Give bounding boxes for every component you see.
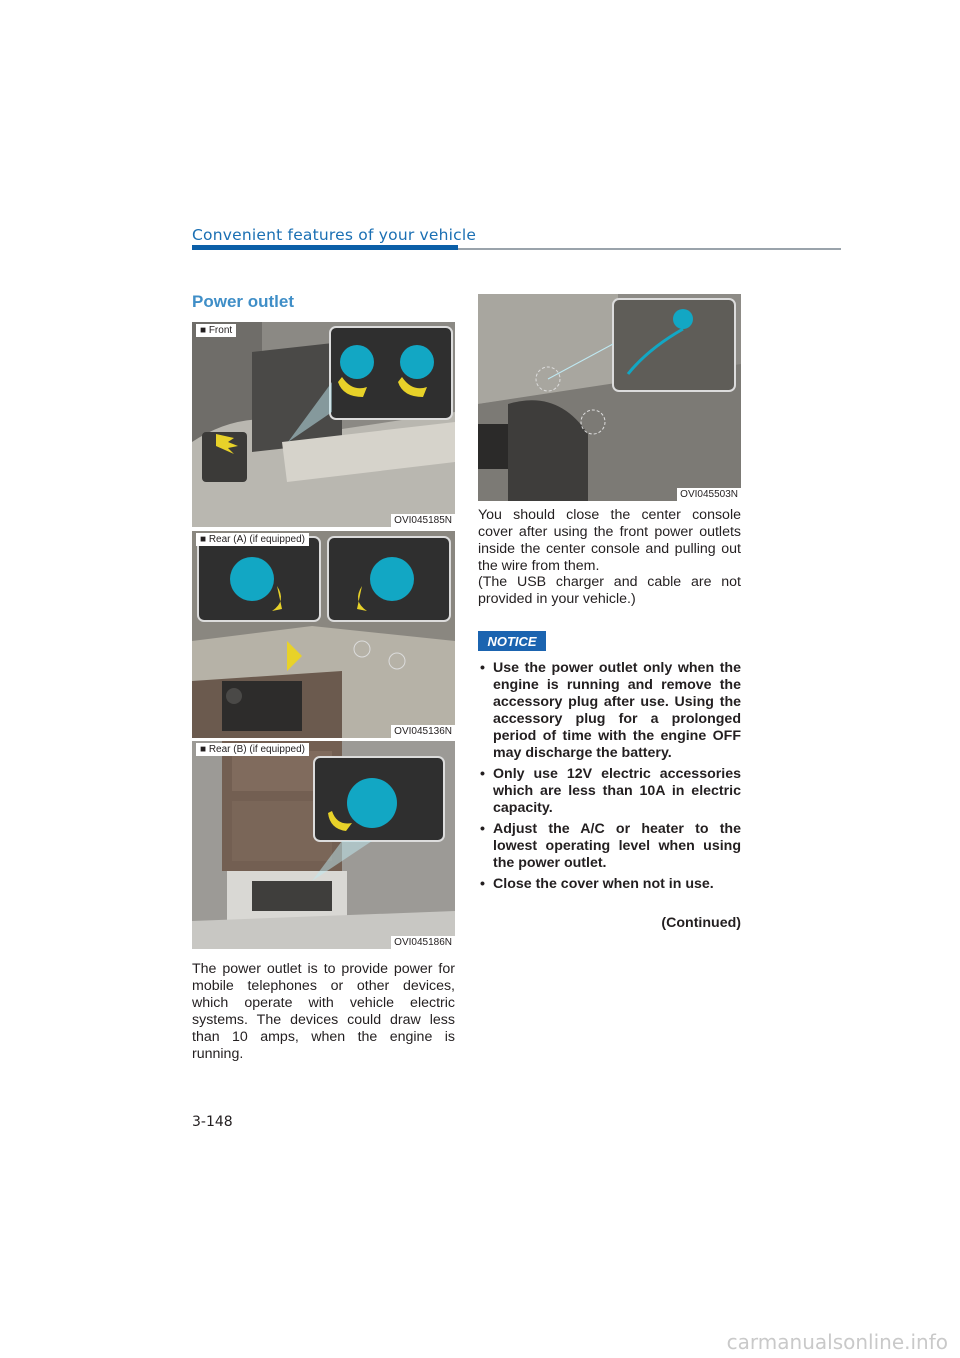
- notice-bullet: • Only use 12V electric accessories which are less than 10A in electric capacity.: [480, 766, 741, 816]
- outlet-cap-icon: [370, 557, 414, 601]
- right-body-text-2: (The USB charger and cable are not provided in your vehicle.): [478, 574, 741, 607]
- header-rule-blue: [192, 245, 458, 250]
- header-title: Convenient features of your vehicle: [192, 226, 477, 244]
- figure-code: OVI045186N: [391, 936, 455, 949]
- rear-a-console-illustration: [192, 531, 455, 738]
- left-body-text: The power outlet is to provide power for mobile telephones or other devices, which operate with vehicle electric systems. The devices could draw less than 10 amps, when the engine is running.: [192, 961, 455, 1062]
- figure-rear-b: [192, 741, 455, 949]
- right-body-text-1: You should close the center console cover after using the front power outlets inside the center console and pulling out the wire from them.: [478, 507, 741, 574]
- inset-callout: [613, 299, 735, 391]
- figure-caption: ■ Rear (A) (if equipped): [196, 533, 309, 546]
- section-title: Power outlet: [192, 292, 295, 311]
- center-console-illustration: [478, 294, 741, 501]
- outlet-cap-icon: [673, 309, 693, 329]
- outlet-cap-icon: [400, 345, 434, 379]
- figure-code: OVI045503N: [677, 488, 741, 501]
- page-number: 3-148: [192, 1114, 233, 1130]
- continued-label: (Continued): [661, 915, 741, 931]
- notice-bullet: • Adjust the A/C or heater to the lowest operating level when using the power outlet.: [480, 821, 741, 871]
- watermark: carmanualsonline.info: [726, 1330, 948, 1354]
- outlet-cap-icon: [347, 778, 397, 828]
- outlet-cap-icon: [230, 557, 274, 601]
- figure-code: OVI045136N: [391, 725, 455, 738]
- figure-rear-a: [192, 531, 455, 738]
- front-console-illustration: [192, 322, 455, 527]
- notice-bullet-list: [478, 660, 741, 897]
- figure-caption: ■ Rear (B) (if equipped): [196, 743, 309, 756]
- figure-code: OVI045185N: [391, 514, 455, 527]
- header-rule-gray: [458, 248, 841, 250]
- figure-console: [478, 294, 741, 501]
- rear-b-console-illustration: [192, 741, 455, 949]
- figure-front: [192, 322, 455, 527]
- notice-badge: NOTICE: [478, 631, 546, 651]
- figure-caption: ■ Front: [196, 324, 236, 337]
- outlet-cap-icon: [340, 345, 374, 379]
- notice-bullet: • Close the cover when not in use.: [480, 876, 714, 892]
- notice-bullet: • Use the power outlet only when the engine is running and remove the accessory plug after use. Using the accessory plug for a prolonged period of time with the engine OFF may discharge the battery.: [480, 660, 741, 761]
